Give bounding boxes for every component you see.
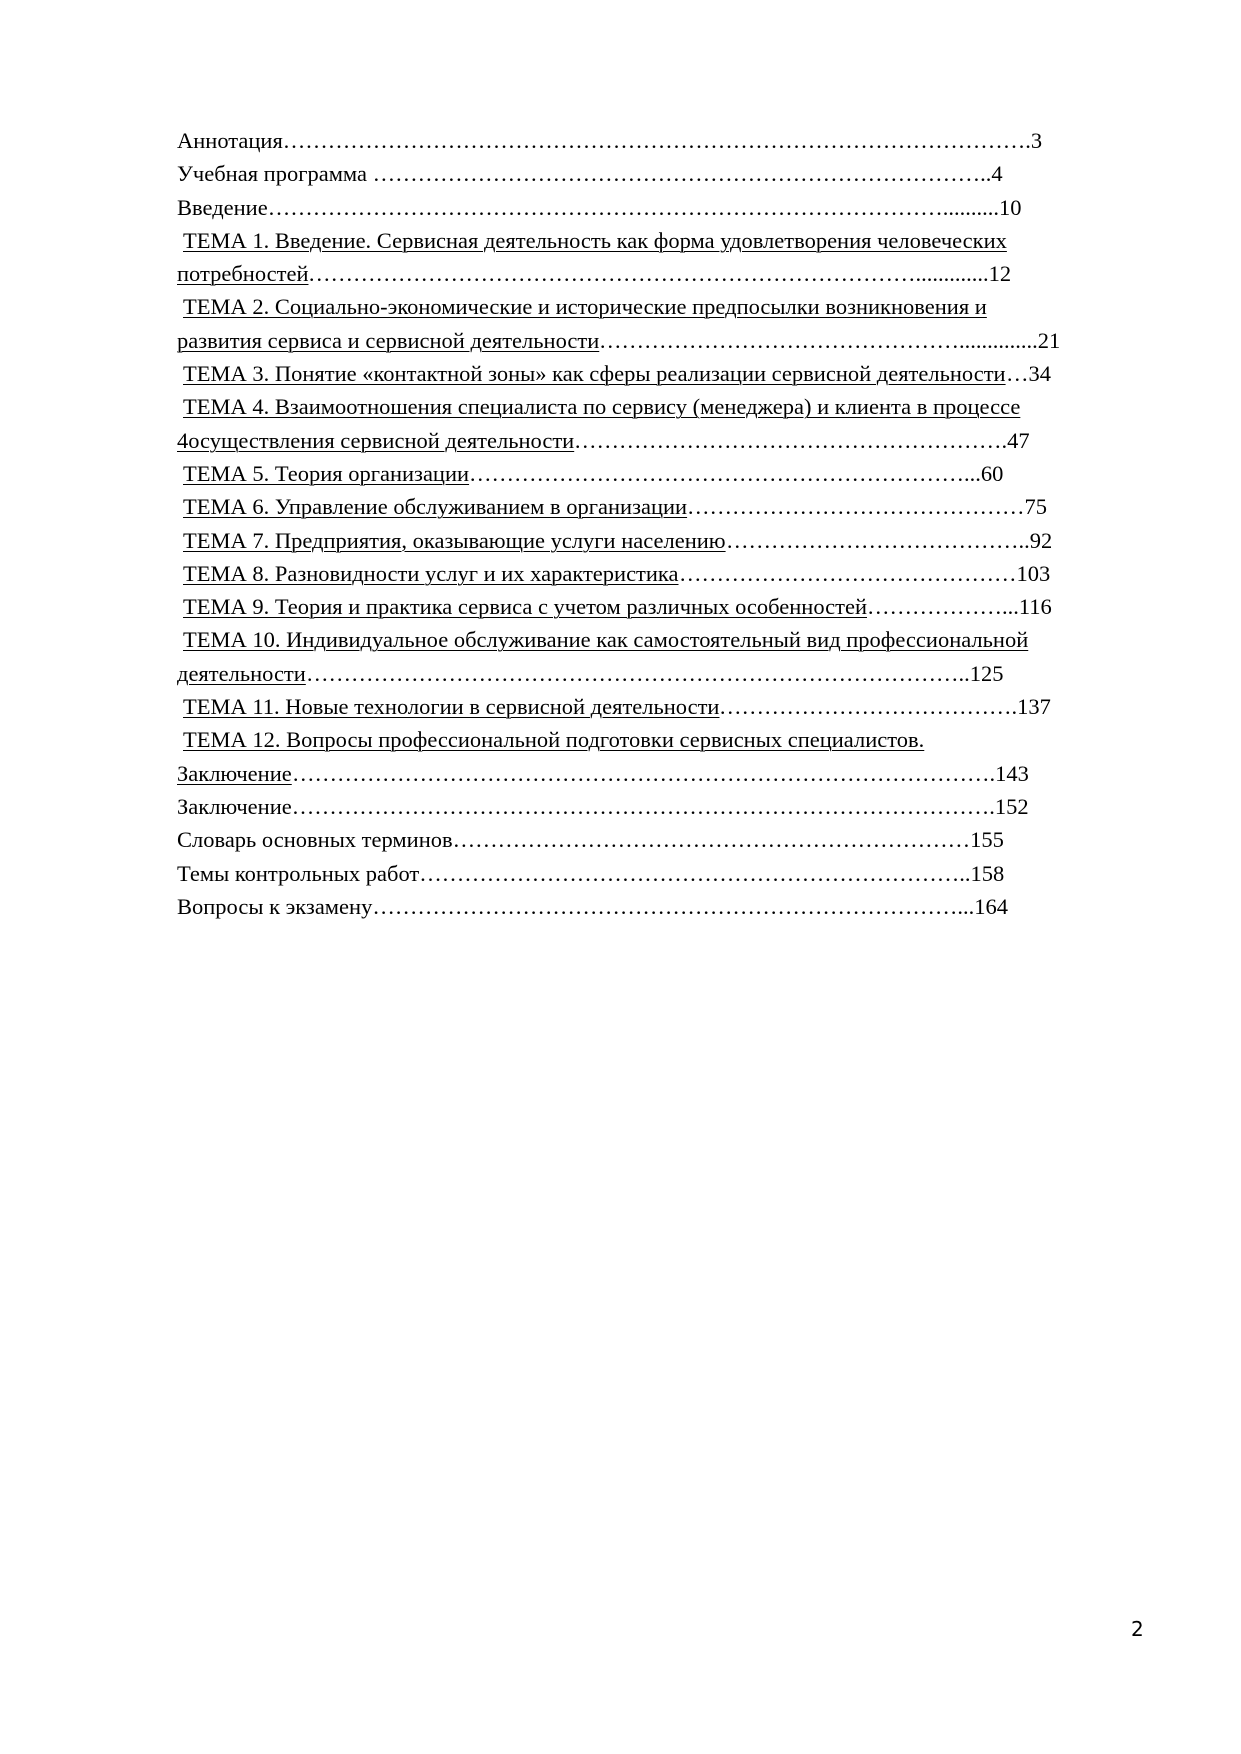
toc-line: [177, 823, 1157, 856]
toc-line: [177, 157, 1157, 190]
toc-entry-text: ………………………………………………………………………………….143: [292, 760, 1029, 786]
toc-line: [177, 557, 1157, 590]
toc-entry-text: Вопросы к экзамену……………………………………………………………………...164: [177, 893, 1008, 919]
toc-line: [177, 857, 1157, 890]
toc-line: [177, 324, 1157, 357]
toc-line: [177, 490, 1157, 523]
toc-entry-text: Темы контрольных работ………………………………………………………………..158: [177, 860, 1005, 886]
toc-entry-title[interactable]: ТЕМА 4. Взаимоотношения специалиста по сервису (менеджера) и клиента в процессе: [183, 394, 1021, 420]
table-of-contents: [177, 124, 1157, 923]
toc-line: [177, 757, 1157, 790]
toc-line: [177, 290, 1157, 323]
toc-entry-text: …………………………………………..............21: [599, 327, 1061, 353]
toc-line: [177, 890, 1157, 923]
toc-entry-text: Учебная программа ………………………………………………………………………..4: [177, 161, 1003, 187]
toc-entry-text: ………………………………………75: [687, 494, 1047, 520]
toc-entry-title[interactable]: ТЕМА 2. Социально-экономические и исторические предпосылки возникновения и: [183, 294, 987, 320]
toc-line: [177, 457, 1157, 490]
toc-entry-title[interactable]: 4осуществления сервисной деятельности: [177, 427, 575, 453]
toc-line: [177, 590, 1157, 623]
toc-entry-title[interactable]: ТЕМА 10. Индивидуальное обслуживание как самостоятельный вид профессиональной: [183, 627, 1029, 653]
toc-entry-title[interactable]: развития сервиса и сервисной деятельности: [177, 327, 600, 353]
toc-line: [177, 690, 1157, 723]
toc-line: [177, 790, 1157, 823]
toc-line: [177, 723, 1157, 756]
toc-entry-text: Словарь основных терминов……………………………………………………………155: [177, 827, 1004, 853]
toc-entry-text: ………………...116: [867, 594, 1052, 620]
toc-entry-title[interactable]: ТЕМА 9. Теория и практика сервиса с учетом различных особенностей: [183, 594, 867, 620]
toc-entry-text: ……………………………………………………………………….............12: [308, 261, 1012, 287]
toc-entry-title[interactable]: ТЕМА 1. Введение. Сервисная деятельность как форма удовлетворения человеческих: [183, 227, 1007, 253]
toc-entry-title[interactable]: ТЕМА 11. Новые технологии в сервисной деятельности: [183, 694, 720, 720]
toc-entry-title[interactable]: ТЕМА 6. Управление обслуживанием в организации: [183, 494, 688, 520]
toc-line: [177, 524, 1157, 557]
toc-entry-title[interactable]: ТЕМА 5. Теория организации: [183, 460, 470, 486]
toc-entry-text: ………………………………………………….47: [574, 427, 1030, 453]
toc-entry-title[interactable]: ТЕМА 8. Разновидности услуг и их характеристика: [183, 560, 679, 586]
toc-entry-text: ………………………………………103: [679, 560, 1051, 586]
toc-entry-text: Введение………………………………………………………………………………..........10: [177, 194, 1022, 220]
toc-entry-text: Заключение………………………………………………………………………………….152: [177, 793, 1029, 819]
toc-line: [177, 357, 1157, 390]
toc-line: [177, 124, 1157, 157]
toc-entry-title[interactable]: деятельности: [177, 660, 306, 686]
toc-entry-text: Аннотация……………………………………………………………………………………….3: [177, 128, 1043, 153]
toc-entry-text: ………………………………….137: [719, 694, 1051, 720]
toc-line: [177, 257, 1157, 290]
page-number: 2: [1131, 1617, 1144, 1641]
toc-line: [177, 390, 1157, 423]
toc-entry-text: ……………………………………………………………………………..125: [306, 660, 1004, 686]
toc-entry-title[interactable]: ТЕМА 12. Вопросы профессиональной подготовки сервисных специалистов.: [183, 727, 925, 753]
toc-entry-title[interactable]: Заключение: [177, 760, 292, 786]
toc-entry-text: …34: [1006, 361, 1051, 387]
toc-line: [177, 657, 1157, 690]
toc-line: [177, 191, 1157, 224]
toc-line: [177, 424, 1157, 457]
toc-entry-text: …………………………………………………………...60: [469, 460, 1004, 486]
toc-entry-title[interactable]: ТЕМА 3. Понятие «контактной зоны» как сферы реализации сервисной деятельности: [183, 361, 1006, 387]
toc-entry-title[interactable]: потребностей: [177, 261, 309, 287]
toc-entry-title[interactable]: ТЕМА 7. Предприятия, оказывающие услуги населению: [183, 527, 726, 553]
toc-line: [177, 623, 1157, 656]
toc-line: [177, 224, 1157, 257]
toc-entry-text: …………………………………..92: [726, 527, 1053, 553]
